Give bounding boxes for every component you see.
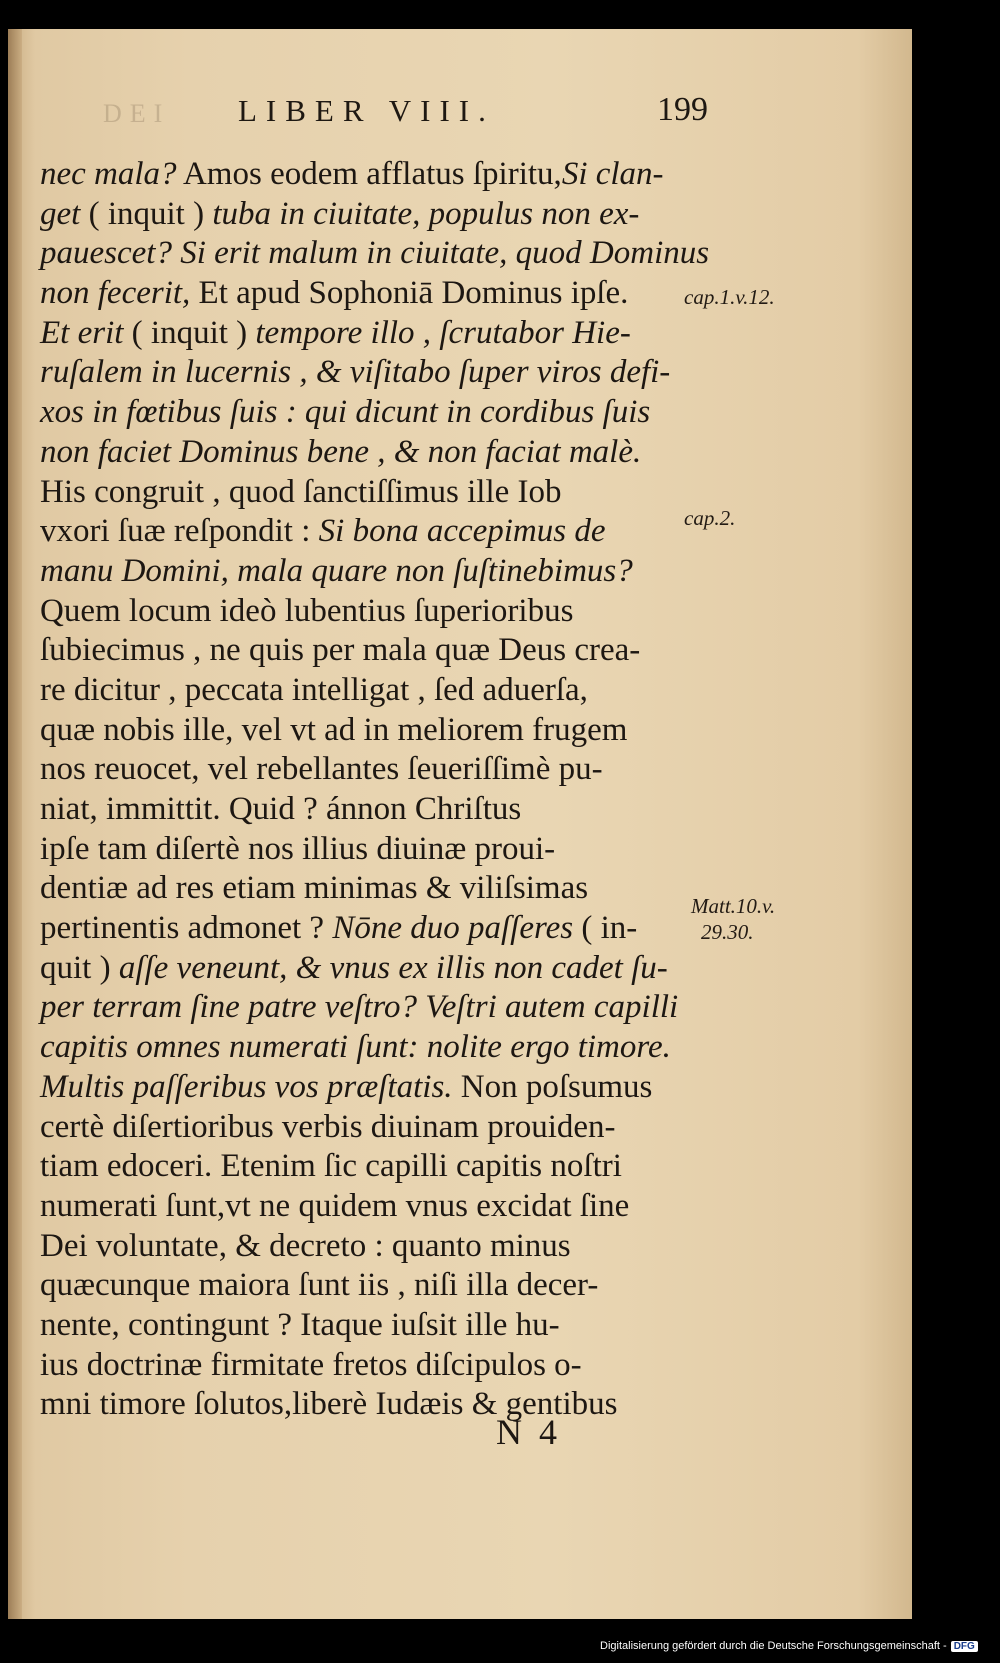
roman-text: ( inquit ) [80,195,213,232]
roman-text: nente, contingunt ? Itaque iuſsit ille hu- [40,1306,560,1343]
italic-text: Si bona accepimus de [318,513,606,550]
roman-text: niat, immittit. Quid ? ánnon Chriſtus [40,791,522,827]
text-line [40,155,730,195]
text-line [40,234,730,274]
italic-text: Et erit [40,314,124,351]
bleed-through-text: DEI [103,99,171,128]
credit-text: Digitalisierung gefördert durch die Deutsche Forschungsgemeinschaft - [600,1640,947,1652]
margin-note: cap.1.v.12. [684,285,775,309]
text-line [40,314,730,354]
italic-text: nec mala? [40,156,177,192]
text-line [40,592,730,632]
text-line [40,1266,730,1306]
roman-text: numerati ſunt,vt ne quidem vnus excidat ſine [40,1187,630,1224]
dfg-logo: DFG [951,1641,978,1652]
italic-text: tuba in ciuitate, populus non ex- [212,195,640,232]
italic-text: capitis omnes numerati ſunt: nolite ergo timore. [40,1029,671,1066]
text-line [40,790,730,830]
italic-text: manu Domini, mala quare non ſuſtinebimus? [40,552,633,589]
text-line [40,1187,730,1227]
text-line [40,552,730,592]
text-line [40,393,730,433]
text-line [40,353,730,393]
running-head: LIBER VIII. [238,93,495,128]
book-page [8,29,912,1619]
text-line [40,750,730,790]
text-line [40,1068,730,1108]
page-header [238,91,708,141]
roman-text: dentiæ ad res etiam minimas & viliſsimas [40,870,589,907]
text-line [40,433,730,473]
roman-text: quæ nobis ille, vel vt ad in meliorem frugem [40,711,628,748]
roman-text: Dei voluntate, & decreto : quanto minus [40,1227,571,1264]
text-line [40,1227,730,1267]
text-line [40,1028,730,1068]
text-line [40,195,730,235]
roman-text: quæcunque maiora ſunt iis , niſi illa decer- [40,1267,599,1304]
italic-text: Nōne duo paſſeres [332,910,574,947]
roman-text: vxori ſuæ reſpondit : [40,513,319,550]
text-line [40,1306,730,1346]
text-line [40,1385,730,1425]
text-line [40,1147,730,1187]
roman-text: re dicitur , peccata intelligat , ſed aduerſa, [40,671,588,708]
margin-note: 29.30. [701,920,754,944]
italic-text: xos in fœtibus ſuis : qui dicunt in cordibus ſuis [40,394,651,431]
roman-text: Quem locum ideò lubentius ſuperioribus [40,592,574,629]
italic-text: get [40,195,81,232]
margin-note: cap.2. [684,506,736,530]
text-line [40,988,730,1028]
italic-text: ruſalem in lucernis , & viſitabo ſuper viros defi- [40,354,671,391]
digitization-credit [600,1640,996,1660]
roman-text: His congruit , quod ſanctiſſimus ille Iob [40,473,562,510]
roman-text: Non poſsumus [452,1068,653,1105]
text-line [40,830,730,870]
page-number: 199 [657,91,708,128]
italic-text: Multis paſſeribus vos præſtatis. [40,1068,453,1105]
text-line [40,512,730,552]
italic-text: non fecerit, [40,275,191,312]
roman-text: pertinentis admonet ? [40,910,333,947]
roman-text: certè diſertioribus verbis diuinam prouiden- [40,1108,616,1145]
italic-text: tempore illo , ſcrutabor Hie- [255,314,631,351]
text-line [40,711,730,751]
body-text [40,155,730,1425]
roman-text: tiam edoceri. Etenim ſic capilli capitis noſtri [40,1148,622,1185]
roman-text: ( inquit ) [123,314,256,351]
roman-text: ( in- [573,910,638,947]
italic-text: aſſe veneunt, & vnus ex illis non cadet ſu- [118,949,668,986]
roman-text: ſubiecimus , ne quis per mala quæ Deus crea- [40,632,641,669]
text-line [40,1108,730,1148]
text-line [40,671,730,711]
text-line [40,1346,730,1386]
italic-text: per terram ſine patre veſtro? Veſtri autem capilli [40,989,679,1026]
text-line [40,949,730,989]
roman-text: ipſe tam diſertè nos illius diuinæ proui- [40,830,556,867]
italic-text: pauescet? Si erit malum in ciuitate, quod Dominus [40,235,710,272]
roman-text: ius doctrinæ firmitate fretos diſcipulos o- [40,1346,582,1383]
roman-text: Et apud Sophoniā Dominus ipſe. [190,275,629,312]
roman-text: quit ) [40,949,119,986]
italic-text: Si clan- [561,156,664,192]
text-line [40,473,730,513]
text-line [40,631,730,671]
roman-text: Amos eodem afflatus ſpiritu, [176,156,562,192]
italic-text: non faciet Dominus bene , & non faciat malè. [40,433,642,470]
signature-mark: N 4 [496,1412,561,1452]
roman-text: mni timore ſolutos,liberè Iudæis & gentibus [40,1386,618,1423]
text-line [40,869,730,909]
text-line [40,274,730,314]
margin-note: Matt.10.v. [691,894,776,918]
page-gutter [8,29,22,1619]
text-line [40,909,730,949]
roman-text: nos reuocet, vel rebellantes ſeueriſſimè pu- [40,751,603,788]
